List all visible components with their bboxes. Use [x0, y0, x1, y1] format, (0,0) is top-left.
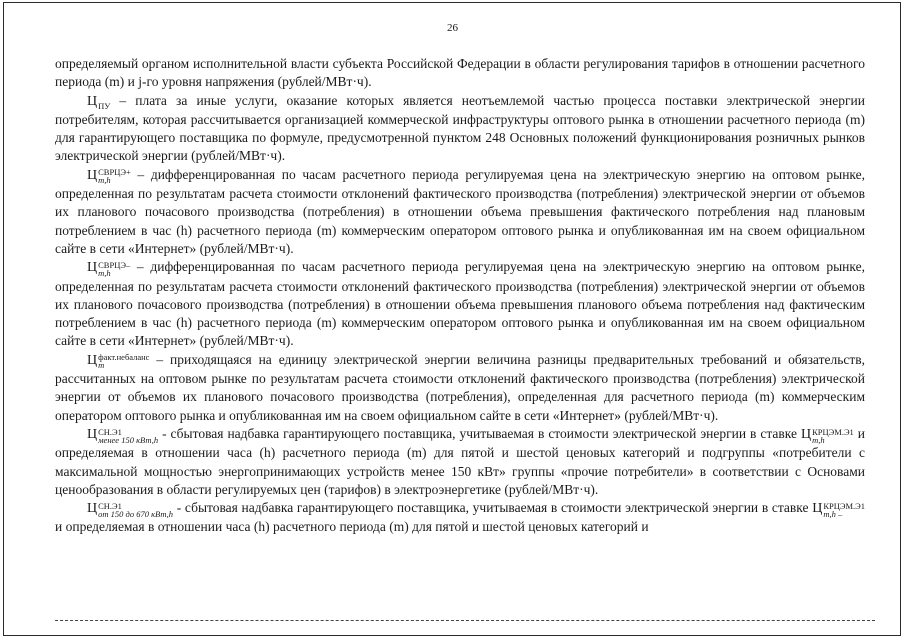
- paragraph-definition-sn-less-150: [55, 425, 865, 499]
- paragraph-definition-sn-150-670: [55, 499, 865, 537]
- formula-symbol: Ц СН.Э1 менее 150 кВт,h: [87, 426, 159, 445]
- formula-symbol-inline: Ц КРЦЭМ.Э1 m,h –: [812, 500, 866, 519]
- paragraph-text: - сбытовая надбавка гарантирующего поставщика, учитываемая в стоимости электрической энергии в ставке: [176, 500, 809, 516]
- paragraph-text: – плата за иные услуги, оказание которых является неотъемлемой частью процесса поставки электрической энергии потребителям, которая рассчитывается организацией коммерческой инфраструктуры оптового рынка в отношении расчетного периода (m) для гарантирующего поставщика по формуле, предусмотренной пунктом 248 Основных положений функционирования розничных рынков электрической энергии (рублей/МВт·ч).: [55, 92, 866, 164]
- paragraph-text: и определяемая в отношении часа (h) расчетного периода (m) для пятой и шестой ценовых категорий и подгруппы «потребители с максимальной мощностью энергопринимающих устройств менее 150 кВт» группы «прочие потребители» в соответствии с Основами ценообразования в области регулируемых цен (тарифов) в электроэнергетике (рублей/МВт·ч).: [55, 425, 866, 497]
- formula-symbol: Ц ПУ: [87, 93, 111, 112]
- formula-symbol: Ц факт.небаланс m: [87, 352, 150, 371]
- formula-symbol: Ц СВРЦЭ+ m,h: [87, 167, 131, 186]
- paragraph-definition-fact-nebalans: [55, 351, 865, 425]
- page-number: 26: [447, 22, 458, 34]
- paragraph-text: определяемый органом исполнительной власти субъекта Российской Федерации в области регулирования тарифов в отношении расчетного периода (m) и j-го уровня напряжения (рублей/МВт·ч).: [55, 56, 865, 90]
- formula-symbol: Ц СН.Э1 от 150 до 670 кВт,h: [87, 500, 174, 519]
- paragraph-text: – дифференцированная по часам расчетного периода регулируемая цена на электрическую энергию на оптовом рынке, определенная по результатам расчета стоимости отклонений фактического производства (потребления) электрической энергии от объемов их планового почасового производства (потребления) в отношении объема превышения фактического потребления над плановым потреблением в час (h) расчетного периода (m) коммерческим оператором оптового рынка и опубликованная им на своем официальном сайте в сети «Интернет» (рублей/МВт·ч).: [55, 166, 866, 256]
- paragraph-definition-svrce-minus: [55, 258, 865, 350]
- scan-dashed-line: [55, 620, 875, 621]
- formula-symbol: Ц СВРЦЭ– m,h: [87, 259, 131, 278]
- paragraph-text: и определяемая в отношении часа (h) расчетного периода (m) для пятой и шестой ценовых категорий и: [55, 519, 649, 535]
- paragraph-definition-svrce-plus: [55, 166, 865, 258]
- paragraph-definition-pu: [55, 92, 865, 166]
- paragraph-text: – дифференцированная по часам расчетного периода регулируемая цена на электрическую энергию на оптовом рынке, определенная по результатам расчета стоимости отклонений фактического производства (потребления) электрической энергии от объемов их планового почасового производства (потребления) в отношении объема превышения планового объема потребления над фактическим потреблением в час (h) расчетного периода (m) коммерческим оператором оптового рынка и опубликованная им на своем официальном сайте в сети «Интернет» (рублей/МВт·ч).: [55, 259, 865, 349]
- formula-symbol-inline: Ц КРЦЭМ.Э1 m,h: [800, 426, 854, 445]
- document-body: [55, 55, 865, 537]
- paragraph-text: - сбытовая надбавка гарантирующего поставщика, учитываемая в стоимости электрической энергии в ставке: [162, 425, 798, 441]
- paragraph-continuation: [55, 55, 865, 92]
- paragraph-text: – приходящаяся на единицу электрической энергии величина разницы предварительных требований и обязательств, рассчитанных на оптовом рынке по результатам расчета стоимости отклонений фактического производства (потребления) электрической энергии от объемов их планового почасового производства (потребления), определенная для расчетного периода (m) коммерческим оператором оптового рынка и опубликованная им на своем официальном сайте в сети «Интернет» (рублей/МВт·ч).: [55, 351, 865, 423]
